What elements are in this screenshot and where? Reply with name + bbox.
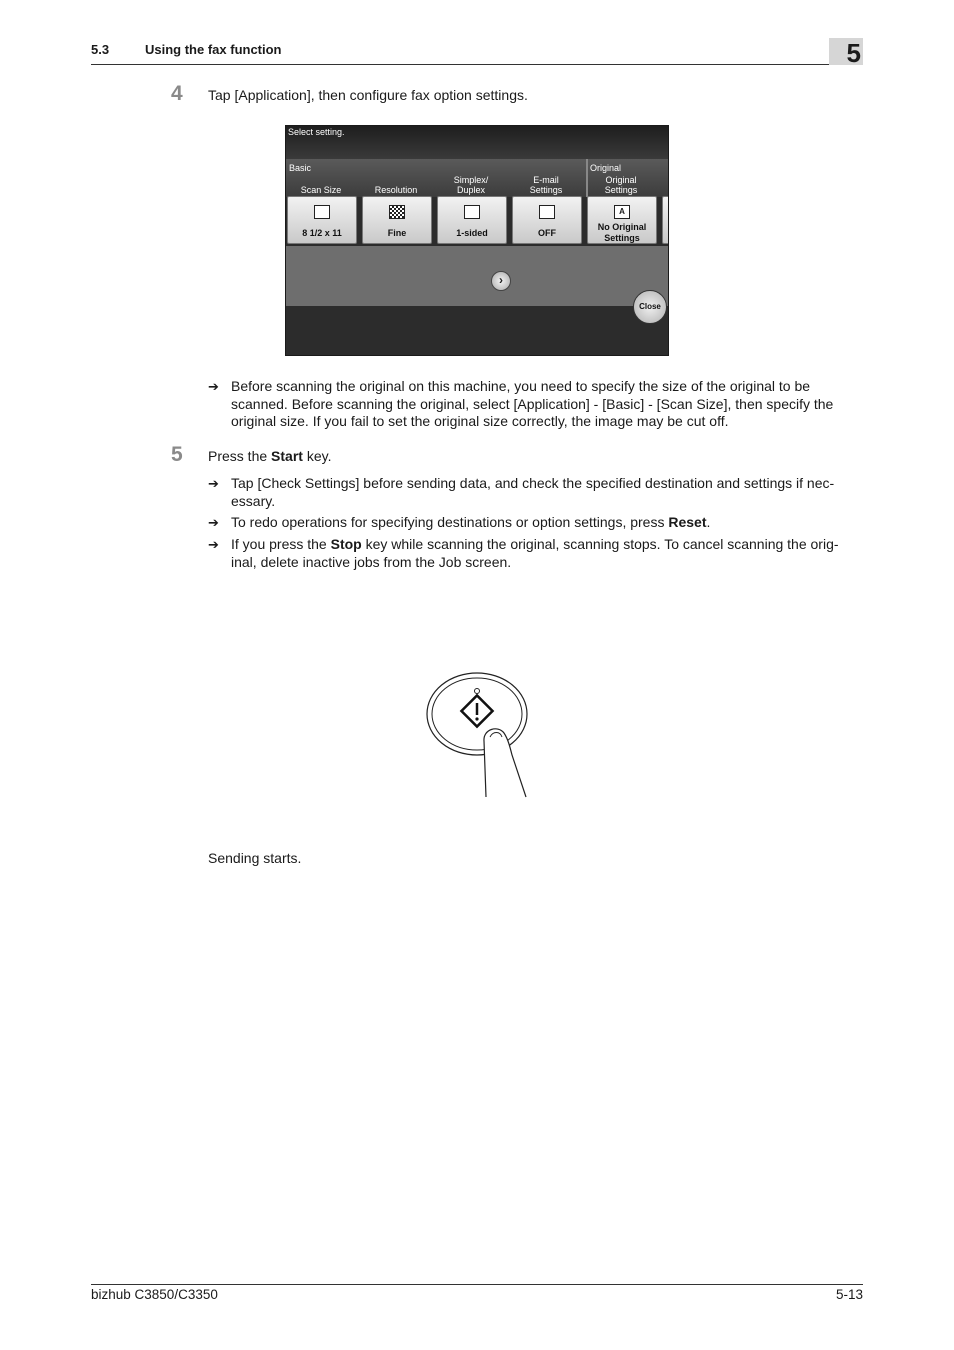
step-5-text-before: Press the (208, 448, 272, 464)
chapter-number: 5 (829, 38, 863, 65)
col-label-original: Original (605, 175, 637, 185)
col-label-resolution: Resolution (374, 185, 418, 195)
simplex-duplex-value: 1-sided (456, 228, 488, 238)
simplex-duplex-icon (464, 205, 480, 219)
step-5-bullet-1: Tap [Check Settings] before sending data, and check the specified destination and settings if nec-essary. (231, 475, 835, 509)
col-label-simplex: Simplex/ (453, 175, 489, 185)
bullet-3-before: If you press the (231, 536, 331, 552)
resolution-button[interactable] (362, 196, 432, 244)
step-4-number: 4 (171, 82, 183, 105)
scan-size-icon (314, 205, 330, 219)
original-settings-value-2: Settings (604, 233, 640, 243)
col-label-duplex: Duplex (456, 185, 485, 195)
result-text: Sending starts. (208, 850, 302, 866)
close-button[interactable]: Close (633, 290, 667, 324)
resolution-value: Fine (387, 228, 407, 238)
panel-prompt: Select setting. (288, 127, 345, 137)
original-settings-icon: A (614, 205, 630, 219)
step-5-bullet-3 (231, 536, 863, 571)
section-title: Using the fax function (145, 42, 282, 57)
bullet-2-before: To redo operations for specifying destinations or option settings, press (231, 514, 669, 530)
step-4-note: Before scanning the original on this machine, you need to specify the size of the original to be scanned. Before scanning the original, select [Application] - [Basic] - [Scan Size], then specify the original size. If you fail to set the original size correctly, the image may be cut off. (231, 378, 834, 429)
start-key-illustration (420, 665, 540, 805)
col-label-scan-size: Scan Size (300, 185, 342, 195)
arrow-icon: ➔ (208, 537, 219, 552)
bullet-2-after: . (706, 514, 711, 530)
bullet-3-bold: Stop (330, 536, 362, 552)
arrow-icon: ➔ (208, 476, 219, 491)
step-5-text (208, 448, 331, 466)
arrow-icon: ➔ (208, 379, 219, 394)
footer-model: bizhub C3850/C3350 (91, 1287, 218, 1302)
step-5-bullet-2 (231, 514, 863, 532)
email-settings-button[interactable] (512, 196, 582, 244)
panel-bottom-area (286, 306, 669, 356)
page-number: 5-13 (835, 1287, 863, 1302)
group-original-label: Original (590, 163, 622, 173)
footer-rule (91, 1284, 863, 1285)
next-page-button[interactable]: › (491, 271, 511, 291)
panel-content-area (286, 246, 669, 306)
group-basic-label: Basic (289, 163, 312, 173)
scan-size-button[interactable] (287, 196, 357, 244)
simplex-duplex-button[interactable] (437, 196, 507, 244)
col-label-email: E-mail (533, 175, 559, 185)
resolution-icon (389, 205, 405, 219)
scan-size-value: 8 1/2 x 11 (302, 228, 342, 238)
step-5-text-bold: Start (271, 448, 303, 464)
step-4-text: Tap [Application], then configure fax option settings. (208, 87, 528, 103)
step-5-number: 5 (171, 443, 183, 466)
email-settings-icon (539, 205, 555, 219)
start-icon (461, 695, 492, 726)
email-settings-value: OFF (538, 228, 556, 238)
col-label-original-settings: Settings (604, 185, 638, 195)
original-settings-value-1: No Original (597, 222, 647, 232)
arrow-icon: ➔ (208, 515, 219, 530)
step-5-text-after: key. (302, 448, 332, 464)
header-rule (91, 64, 863, 65)
col-label-email-settings: Settings (529, 185, 563, 195)
bullet-2-bold: Reset (668, 514, 707, 530)
bullet-3-after: key while scanning the original, scanning stops. To cancel scanning the orig-inal, delete inactive jobs from the Job screen. (231, 536, 839, 570)
original-settings-button[interactable] (587, 196, 657, 244)
fax-options-panel (285, 125, 669, 356)
section-number: 5.3 (91, 42, 110, 57)
partial-next-button[interactable] (662, 196, 669, 244)
